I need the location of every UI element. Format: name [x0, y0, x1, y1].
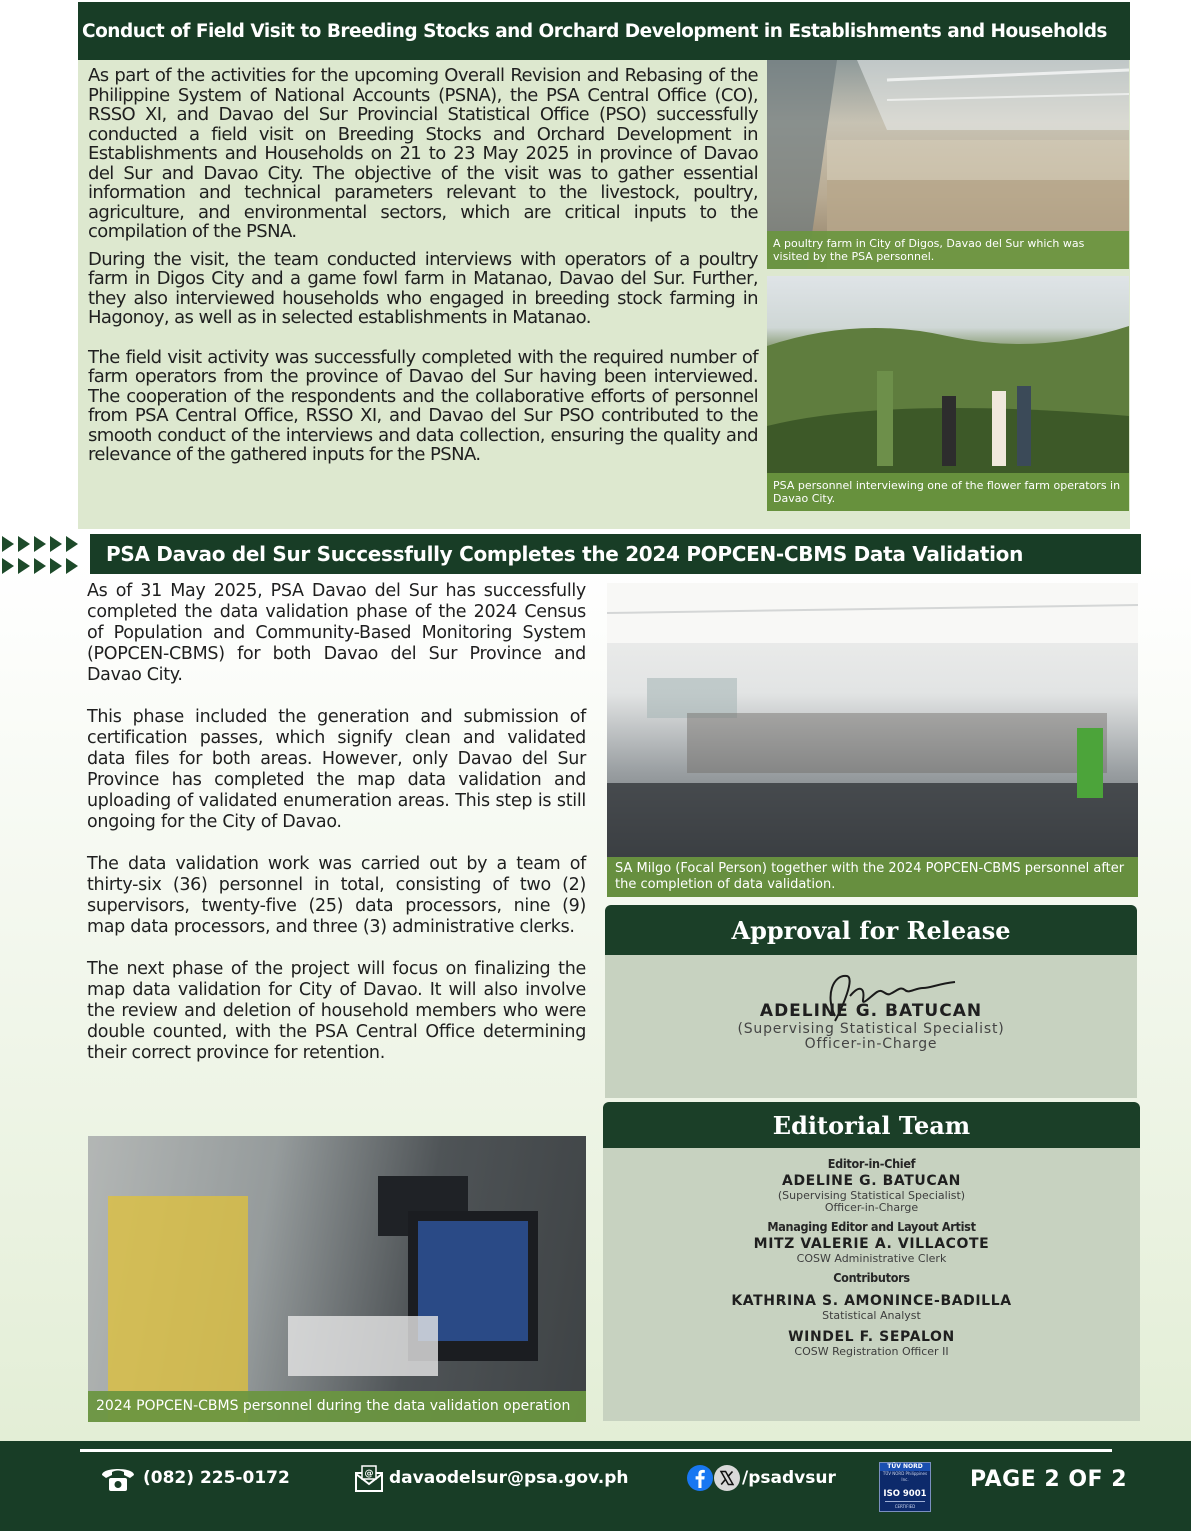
field-visit-paragraph-1: As part of the activities for the upcoming Overall Revision and Rebasing of the Philippine System of National Accounts (PSNA), the PSA Central Office (CO), RSSO XI, and Davao del Sur Provincial Statistical Office (PSO) successfully conducted a field visit on Breeding Stocks and Orchard Development in Establishments and Households on 21 to 23 May 2025 in province of Davao del Sur and Davao City. The objective of the visit was to gather essential information and technical parameters relevant to the livestock, poultry, agriculture, and environmental sectors, which are critical inputs to the compilation of the PSNA.	[88, 65, 758, 242]
popcen-paragraph-4: The next phase of the project will focus on finalizing the map data validation for City of Davao. It will also involve the review and deletion of household members who were double counted, with the PSA Central Office determining their correct province for retention.	[87, 959, 586, 1063]
approval-position: (Supervising Statistical Specialist)	[737, 1021, 1005, 1037]
flower-farm-photo	[767, 276, 1129, 511]
managing-editor-title: COSW Administrative Clerk	[796, 1252, 947, 1265]
footer-social-handle[interactable]: /psadvsur	[742, 1468, 836, 1488]
field-visit-title: Conduct of Field Visit to Breeding Stocks and Orchard Development in Establishments and Households	[78, 2, 1130, 60]
iso-certification-badge	[879, 1462, 931, 1512]
approval-name: ADELINE G. BATUCAN	[759, 1001, 983, 1021]
managing-editor-label: Managing Editor and Layout Artist	[767, 1219, 976, 1234]
popcen-paragraph-3: The data validation work was carried out by a team of thirty-six (36) personnel in total, consisting of two (2) supervisors, twenty-five (25) data processors, nine (9) map data processors, and three (3) administrative clerks.	[87, 854, 586, 937]
approval-role: Officer-in-Charge	[804, 1036, 938, 1052]
group-photo-illustration	[607, 583, 1138, 897]
editor-in-chief-position: (Supervising Statistical Specialist)	[777, 1189, 966, 1202]
x-icon[interactable]	[713, 1464, 741, 1492]
iso-org: TÜV NORD Philippines Inc.	[882, 1471, 928, 1482]
svg-text:@: @	[364, 1469, 374, 1479]
footer-email[interactable]: davaodelsur@psa.gov.ph	[389, 1468, 629, 1488]
footer-divider	[80, 1449, 1112, 1452]
field-visit-paragraph-3: The field visit activity was successfully completed with the required number of farm operators from the province of Davao del Sur having been interviewed. The cooperation of the respondents and the collaborative efforts of personnel from PSA Central Office, RSSO XI, and Davao del Sur PSO contributed to the smooth conduct of the interviews and data collection, ensuring the quality and relevance of the gathered inputs for the PSNA.	[88, 346, 758, 465]
popcen-paragraph-1: As of 31 May 2025, PSA Davao del Sur has successfully completed the data validation phase of the 2024 Census of Population and Community-Based Monitoring System (POPCEN-CBMS) for both Davao del Sur Province and Davao City.	[87, 581, 586, 685]
poultry-farm-caption: A poultry farm in City of Digos, Davao del Sur which was visited by the PSA personnel.	[767, 231, 1129, 269]
poultry-farm-photo	[767, 60, 1129, 269]
editorial-heading: Editorial Team	[603, 1102, 1140, 1148]
field-visit-article	[88, 66, 758, 465]
contributor-name: KATHRINA S. AMONINCE-BADILLA	[731, 1293, 1012, 1309]
approval-signatory	[605, 1000, 1137, 1052]
contributor-name: WINDEL F. SEPALON	[788, 1329, 955, 1345]
editorial-team	[603, 1155, 1140, 1362]
iso-brand: TÜV NORD	[880, 1463, 930, 1471]
footer-phone[interactable]: (082) 225-0172	[143, 1468, 290, 1488]
contributor-title: Statistical Analyst	[822, 1309, 921, 1322]
contributor-title: COSW Registration Officer II	[794, 1345, 949, 1358]
validation-photo-caption: 2024 POPCEN-CBMS personnel during the data validation operation	[88, 1391, 586, 1422]
group-photo-caption: SA Milgo (Focal Person) together with the 2024 POPCEN-CBMS personnel after the completion of data validation.	[607, 857, 1138, 897]
editor-in-chief-label: Editor-in-Chief	[827, 1156, 916, 1171]
validation-photo	[88, 1136, 586, 1422]
approval-heading: Approval for Release	[605, 905, 1137, 955]
popcen-paragraph-2: This phase included the generation and submission of certification passes, which signify clean and validated data files for both areas. However, only Davao del Sur Province has completed the map data validation and uploading of validated enumeration areas. This step is still ongoing for the City of Davao.	[87, 707, 586, 832]
popcen-title: PSA Davao del Sur Successfully Completes the 2024 POPCEN-CBMS Data Validation	[90, 534, 1141, 574]
editor-in-chief-role: Officer-in-Charge	[824, 1201, 919, 1214]
editor-in-chief-name: ADELINE G. BATUCAN	[782, 1173, 961, 1189]
field-visit-paragraph-2: During the visit, the team conducted interviews with operators of a poultry farm in Digos City and a game fowl farm in Matanao, Davao del Sur. Further, they also interviewed households who engaged in breeding stock farming in Hagonoy, as well as in selected establishments in Matanao.	[88, 248, 758, 328]
contributors-label: Contributors	[833, 1270, 910, 1285]
popcen-article	[87, 581, 586, 1064]
managing-editor-name: MITZ VALERIE A. VILLACOTE	[753, 1236, 990, 1252]
facebook-icon[interactable]	[686, 1464, 714, 1492]
page-number: PAGE 2 OF 2	[970, 1467, 1128, 1492]
iso-standard: ISO 9001	[883, 1489, 927, 1499]
decorative-arrows	[0, 536, 80, 578]
phone-icon	[100, 1465, 136, 1493]
validation-photo-illustration	[88, 1136, 586, 1422]
flower-farm-caption: PSA personnel interviewing one of the flower farm operators in Davao City.	[767, 473, 1129, 511]
iso-certified: CERTIFIED	[894, 1504, 916, 1509]
email-icon	[354, 1465, 384, 1493]
group-photo	[607, 583, 1138, 897]
